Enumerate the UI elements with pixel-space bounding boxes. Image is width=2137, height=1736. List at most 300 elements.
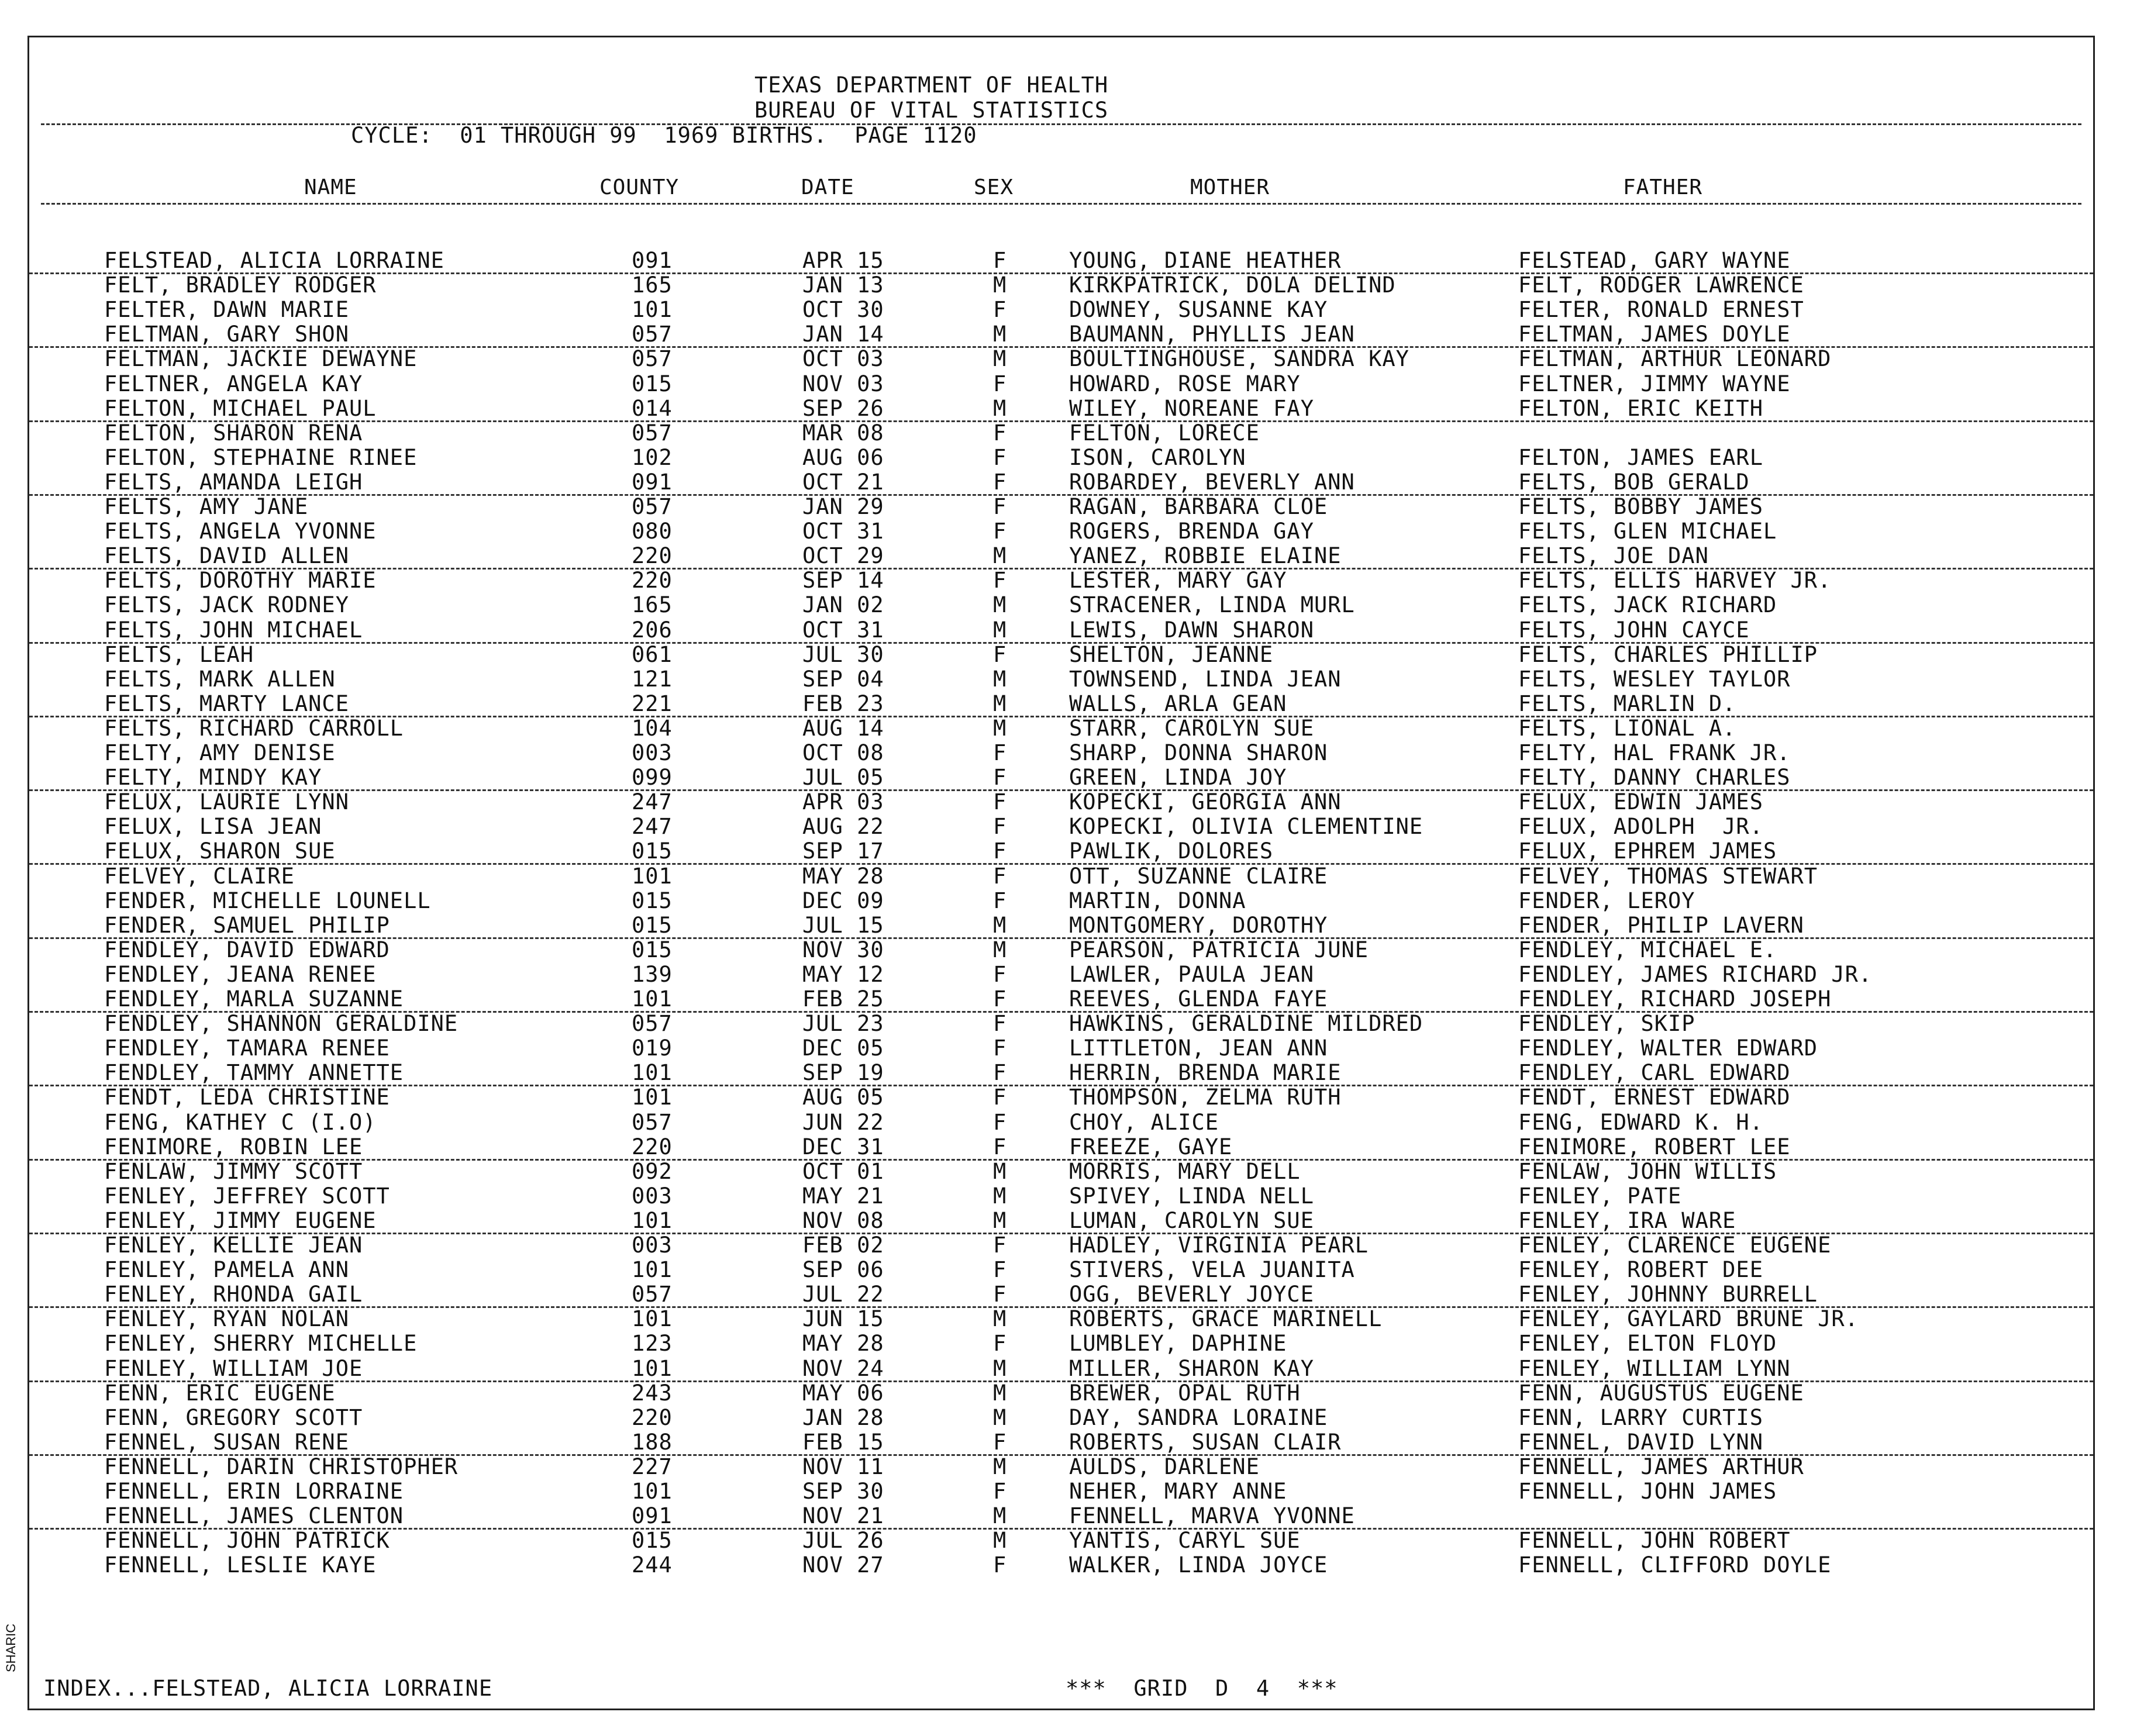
table-row [29,1257,2093,1282]
table-row [29,716,2093,740]
cell-mother: FENNELL, MARVA YVONNE [1069,1503,1355,1529]
table-row [29,1552,2093,1577]
table-row [29,1134,2093,1161]
cell-county: 101 [632,986,673,1012]
cell-father: FELTS, BOBBY JAMES [1518,494,1763,519]
cell-mother: LUMBLEY, DAPHINE [1069,1331,1287,1357]
cell-mother: HAWKINS, GERALDINE MILDRED [1069,1011,1423,1037]
cell-father: FELVEY, THOMAS STEWART [1518,863,1818,889]
cell-mother: DOWNEY, SUSANNE KAY [1069,297,1328,323]
cell-father: FENIMORE, ROBERT LEE [1518,1134,1791,1159]
cell-name: FENDLEY, JEANA RENEE [104,961,377,987]
cell-mother: LUMAN, CAROLYN SUE [1069,1207,1314,1233]
cell-name: FENN, GREGORY SCOTT [104,1404,363,1430]
cell-father: FENLEY, ELTON FLOYD [1518,1331,1777,1357]
cell-county: 014 [632,395,673,421]
cell-name: FENLEY, RHONDA GAIL [104,1282,363,1307]
cell-county: 101 [632,1085,673,1110]
cell-date: MAY 28 [802,1331,884,1357]
cell-county: 247 [632,814,673,840]
cell-date: APR 03 [802,789,884,815]
cell-county: 101 [632,1306,673,1332]
cell-father: FENDLEY, RICHARD JOSEPH [1518,986,1832,1012]
cell-county: 019 [632,1036,673,1061]
cell-name: FELTY, AMY DENISE [104,740,336,765]
cell-sex: F [993,838,1007,864]
cell-county: 091 [632,1503,673,1529]
cell-father: FENN, AUGUSTUS EUGENE [1518,1380,1804,1406]
table-row [29,445,2093,470]
cell-mother: HOWARD, ROSE MARY [1069,371,1301,396]
cell-sex: F [993,1085,1007,1110]
grid-label: *** GRID D 4 *** [1066,1676,1338,1701]
cell-sex: F [993,469,1007,495]
cell-date: SEP 26 [802,395,884,421]
cell-county: 091 [632,469,673,495]
cell-date: FEB 15 [802,1429,884,1455]
table-row [29,592,2093,617]
table-row [29,765,2093,791]
cell-county: 057 [632,322,673,347]
table-row [29,1110,2093,1134]
cell-county: 080 [632,519,673,544]
cell-mother: MARTIN, DONNA [1069,888,1246,913]
printout-frame [27,36,2095,1710]
table-row [29,937,2093,962]
cell-father: FENLEY, GAYLARD BRUNE JR. [1518,1306,1859,1332]
table-row [29,1528,2093,1552]
cell-sex: M [993,715,1007,741]
cell-date: NOV 11 [802,1454,884,1479]
cell-county: 101 [632,1060,673,1086]
table-row [29,617,2093,644]
cell-father: FELSTEAD, GARY WAYNE [1518,248,1791,273]
cell-sex: M [993,1380,1007,1406]
table-row [29,1183,2093,1208]
cell-father: FENLAW, JOHN WILLIS [1518,1158,1777,1184]
cell-county: 104 [632,715,673,741]
cell-name: FELTS, MARK ALLEN [104,666,336,692]
cell-name: FENNELL, LESLIE KAYE [104,1552,377,1578]
table-row [29,1060,2093,1086]
table-row [29,1356,2093,1382]
cell-sex: M [993,1183,1007,1209]
cell-mother: FELTON, LORECE [1069,420,1260,446]
table-row [29,1503,2093,1530]
cell-sex: M [993,272,1007,298]
cell-date: AUG 22 [802,814,884,840]
cell-county: 123 [632,1331,673,1357]
table-row [29,1331,2093,1355]
table-row [29,371,2093,396]
table-row [29,1454,2093,1479]
cell-county: 220 [632,568,673,593]
cell-sex: F [993,297,1007,323]
cell-county: 015 [632,1528,673,1554]
cell-father: FENNELL, JOHN JAMES [1518,1479,1777,1504]
cell-date: JUL 15 [802,912,884,938]
cell-date: SEP 30 [802,1479,884,1504]
cell-sex: M [993,1355,1007,1381]
cell-mother: ROBERTS, SUSAN CLAIR [1069,1429,1342,1455]
cell-county: 101 [632,863,673,889]
cell-date: JUL 30 [802,641,884,667]
cell-name: FELTS, MARTY LANCE [104,691,349,716]
cell-date: AUG 06 [802,444,884,470]
cell-county: 092 [632,1158,673,1184]
cell-name: FELT, BRADLEY RODGER [104,272,377,298]
cell-date: JAN 13 [802,272,884,298]
cell-father: FELTS, LIONAL A. [1518,715,1736,741]
table-row [29,519,2093,543]
cell-father: FELUX, EPHREM JAMES [1518,838,1777,864]
cell-sex: M [993,1207,1007,1233]
cell-father: FELTS, GLEN MICHAEL [1518,519,1777,544]
cell-mother: BOULTINGHOUSE, SANDRA KAY [1069,346,1409,372]
cell-mother: HERRIN, BRENDA MARIE [1069,1060,1342,1086]
table-row [29,568,2093,592]
cell-mother: KIRKPATRICK, DOLA DELIND [1069,272,1396,298]
bureau-title: BUREAU OF VITAL STATISTICS [754,98,1109,123]
cell-county: 165 [632,272,673,298]
cell-father: FELTON, ERIC KEITH [1518,395,1763,421]
cell-date: OCT 31 [802,617,884,643]
cell-father: FELTS, MARLIN D. [1518,691,1736,716]
cell-sex: F [993,789,1007,815]
cell-father: FELTS, ELLIS HARVEY JR. [1518,568,1832,593]
cell-date: FEB 25 [802,986,884,1012]
cell-father: FELTS, JOHN CAYCE [1518,617,1750,643]
cell-name: FELSTEAD, ALICIA LORRAINE [104,248,444,273]
table-row [29,667,2093,691]
cell-sex: M [993,592,1007,618]
cell-mother: ISON, CAROLYN [1069,444,1246,470]
cell-sex: F [993,1429,1007,1455]
table-row [29,1208,2093,1234]
cell-name: FENG, KATHEY C (I.O) [104,1109,377,1135]
cell-sex: F [993,1552,1007,1578]
cell-mother: WALLS, ARLA GEAN [1069,691,1287,716]
column-header-sex: SEX [974,175,1014,199]
cell-name: FENLEY, JEFFREY SCOTT [104,1183,390,1209]
table-row [29,1380,2093,1405]
cell-county: 015 [632,912,673,938]
cell-sex: F [993,1282,1007,1307]
cell-sex: F [993,248,1007,273]
cell-date: OCT 01 [802,1158,884,1184]
cell-sex: F [993,1257,1007,1283]
cell-mother: LESTER, MARY GAY [1069,568,1287,593]
cell-date: MAY 21 [802,1183,884,1209]
cell-date: MAY 12 [802,961,884,987]
cell-mother: SHELTON, JEANNE [1069,641,1274,667]
table-row [29,642,2093,667]
cell-sex: F [993,1134,1007,1159]
cell-sex: M [993,937,1007,962]
cell-date: NOV 21 [802,1503,884,1529]
cell-sex: F [993,765,1007,791]
cell-sex: M [993,691,1007,716]
cell-name: FELVEY, CLAIRE [104,863,295,889]
table-row [29,888,2093,913]
cell-county: 057 [632,494,673,519]
cell-sex: F [993,1233,1007,1258]
cell-date: JUN 22 [802,1109,884,1135]
table-row [29,1036,2093,1060]
cell-name: FENNELL, DARIN CHRISTOPHER [104,1454,459,1479]
department-title: TEXAS DEPARTMENT OF HEALTH [754,73,1109,98]
cell-sex: F [993,519,1007,544]
cell-name: FELTS, ANGELA YVONNE [104,519,377,544]
cell-mother: MONTGOMERY, DOROTHY [1069,912,1328,938]
cell-sex: F [993,494,1007,519]
cell-county: 015 [632,838,673,864]
cell-county: 102 [632,444,673,470]
cell-father: FENLEY, JOHNNY BURRELL [1518,1282,1818,1307]
cell-county: 206 [632,617,673,643]
cell-mother: STRACENER, LINDA MURL [1069,592,1355,618]
cell-name: FELTS, RICHARD CARROLL [104,715,404,741]
table-row [29,543,2093,570]
cell-county: 220 [632,1404,673,1430]
index-label: INDEX...FELSTEAD, ALICIA LORRAINE [43,1676,493,1701]
column-header-mother: MOTHER [1190,175,1270,199]
cell-father: FELTMAN, ARTHUR LEONARD [1518,346,1832,372]
cell-county: 244 [632,1552,673,1578]
cell-sex: M [993,1528,1007,1554]
cell-mother: KOPECKI, OLIVIA CLEMENTINE [1069,814,1423,840]
cell-name: FELTS, DAVID ALLEN [104,543,349,569]
cell-father: FENDLEY, SKIP [1518,1011,1695,1037]
cell-date: SEP 14 [802,568,884,593]
cell-name: FELTON, STEPHAINE RINEE [104,444,418,470]
cell-father: FELT, RODGER LAWRENCE [1518,272,1804,298]
cell-mother: MORRIS, MARY DELL [1069,1158,1301,1184]
cell-name: FELTON, SHARON RENA [104,420,363,446]
cell-father: FENDER, LEROY [1518,888,1695,913]
cell-date: OCT 03 [802,346,884,372]
cell-date: DEC 09 [802,888,884,913]
cell-mother: GREEN, LINDA JOY [1069,765,1287,791]
cell-name: FELTS, JOHN MICHAEL [104,617,363,643]
cell-name: FENDLEY, TAMMY ANNETTE [104,1060,404,1086]
cell-county: 061 [632,641,673,667]
cell-county: 057 [632,1282,673,1307]
cell-mother: OGG, BEVERLY JOYCE [1069,1282,1314,1307]
cell-date: OCT 31 [802,519,884,544]
cell-mother: REEVES, GLENDA FAYE [1069,986,1328,1012]
cell-mother: STIVERS, VELA JUANITA [1069,1257,1355,1283]
cell-county: 091 [632,248,673,273]
cell-date: SEP 17 [802,838,884,864]
cell-name: FENDLEY, DAVID EDWARD [104,937,390,962]
cell-sex: F [993,444,1007,470]
table-row [29,1233,2093,1257]
table-row [29,396,2093,422]
cell-mother: YANEZ, ROBBIE ELAINE [1069,543,1342,569]
cell-sex: F [993,961,1007,987]
cell-mother: MILLER, SHARON KAY [1069,1355,1314,1381]
cell-father: FENLEY, ROBERT DEE [1518,1257,1763,1283]
cell-date: JUL 26 [802,1528,884,1554]
cell-name: FELUX, LISA JEAN [104,814,322,840]
cell-county: 221 [632,691,673,716]
column-header-rule [41,203,2081,205]
cell-name: FENNELL, ERIN LORRAINE [104,1479,404,1504]
cell-county: 220 [632,1134,673,1159]
cell-father: FELTMAN, JAMES DOYLE [1518,322,1791,347]
cell-mother: ROBERTS, GRACE MARINELL [1069,1306,1383,1332]
cell-father: FENLEY, CLARENCE EUGENE [1518,1233,1832,1258]
cell-name: FELTMAN, JACKIE DEWAYNE [104,346,418,372]
cell-mother: WILEY, NOREANE FAY [1069,395,1314,421]
table-row [29,864,2093,888]
cell-mother: STARR, CAROLYN SUE [1069,715,1314,741]
cell-sex: F [993,986,1007,1012]
side-label: SHARIC [4,1623,18,1672]
cell-date: DEC 31 [802,1134,884,1159]
table-row [29,346,2093,371]
cell-father: FENNEL, DAVID LYNN [1518,1429,1763,1455]
cell-father: FELTS, JOE DAN [1518,543,1709,569]
cell-date: AUG 14 [802,715,884,741]
cell-date: NOV 03 [802,371,884,396]
cell-date: JAN 02 [802,592,884,618]
cell-mother: YOUNG, DIANE HEATHER [1069,248,1342,273]
cell-sex: M [993,1454,1007,1479]
cell-mother: LITTLETON, JEAN ANN [1069,1036,1328,1061]
cell-father: FELUX, EDWIN JAMES [1518,789,1763,815]
cell-father: FELUX, ADOLPH JR. [1518,814,1763,840]
cell-sex: M [993,1306,1007,1332]
cell-father: FENDLEY, MICHAEL E. [1518,937,1777,962]
cell-mother: FREEZE, GAYE [1069,1134,1233,1159]
cell-date: NOV 08 [802,1207,884,1233]
cell-county: 188 [632,1429,673,1455]
cell-father: FENNELL, JOHN ROBERT [1518,1528,1791,1554]
cell-father: FENNELL, JAMES ARTHUR [1518,1454,1804,1479]
cell-sex: M [993,1158,1007,1184]
cell-sex: M [993,322,1007,347]
cell-sex: F [993,1060,1007,1086]
cell-father: FENDLEY, JAMES RICHARD JR. [1518,961,1873,987]
cell-sex: F [993,888,1007,913]
cell-date: APR 15 [802,248,884,273]
cell-sex: F [993,1331,1007,1357]
cell-mother: SPIVEY, LINDA NELL [1069,1183,1314,1209]
cell-father: FELTY, HAL FRANK JR. [1518,740,1791,765]
table-row [29,322,2093,348]
table-row [29,962,2093,986]
cell-name: FELUX, SHARON SUE [104,838,336,864]
cell-mother: LAWLER, PAULA JEAN [1069,961,1314,987]
table-row [29,494,2093,519]
cell-date: AUG 05 [802,1085,884,1110]
table-row [29,1405,2093,1430]
cell-father: FENG, EDWARD K. H. [1518,1109,1763,1135]
cell-sex: F [993,1479,1007,1504]
cell-father: FENN, LARRY CURTIS [1518,1404,1763,1430]
cell-name: FENNELL, JAMES CLENTON [104,1503,404,1529]
cell-sex: F [993,641,1007,667]
cell-county: 003 [632,1183,673,1209]
column-header-date: DATE [801,175,854,199]
cell-mother: WALKER, LINDA JOYCE [1069,1552,1328,1578]
cell-father: FELTER, RONALD ERNEST [1518,297,1804,323]
cell-sex: F [993,1036,1007,1061]
cell-name: FELTMAN, GARY SHON [104,322,349,347]
cell-date: MAY 28 [802,863,884,889]
cell-mother: TOWNSEND, LINDA JEAN [1069,666,1342,692]
cell-date: OCT 30 [802,297,884,323]
cell-county: 139 [632,961,673,987]
cell-mother: THOMPSON, ZELMA RUTH [1069,1085,1342,1110]
cell-date: MAR 08 [802,420,884,446]
table-row [29,789,2093,814]
cycle-line: CYCLE: 01 THROUGH 99 1969 BIRTHS. PAGE 1120 [351,123,977,148]
cell-name: FELTY, MINDY KAY [104,765,322,791]
cell-father: FELTNER, JIMMY WAYNE [1518,371,1791,396]
cell-sex: F [993,863,1007,889]
cell-name: FENNELL, JOHN PATRICK [104,1528,390,1554]
cell-county: 227 [632,1454,673,1479]
column-header-county: COUNTY [599,175,680,199]
cell-sex: M [993,346,1007,372]
cell-sex: M [993,1404,1007,1430]
cell-county: 057 [632,420,673,446]
cell-mother: PAWLIK, DOLORES [1069,838,1274,864]
cell-mother: SHARP, DONNA SHARON [1069,740,1328,765]
cell-county: 099 [632,765,673,791]
cell-county: 101 [632,1355,673,1381]
table-row [29,1085,2093,1109]
table-row [29,297,2093,322]
cell-date: OCT 29 [802,543,884,569]
cell-county: 101 [632,1479,673,1504]
cell-name: FENLAW, JIMMY SCOTT [104,1158,363,1184]
cell-father: FELTS, JACK RICHARD [1518,592,1777,618]
cell-sex: M [993,543,1007,569]
cell-sex: F [993,1109,1007,1135]
header-rule [41,123,2081,125]
cell-name: FENNEL, SUSAN RENE [104,1429,349,1455]
cell-date: FEB 02 [802,1233,884,1258]
cell-date: NOV 30 [802,937,884,962]
cell-name: FELTNER, ANGELA KAY [104,371,363,396]
cell-mother: BREWER, OPAL RUTH [1069,1380,1301,1406]
cell-name: FELTS, LEAH [104,641,254,667]
cell-county: 243 [632,1380,673,1406]
cell-date: SEP 04 [802,666,884,692]
cell-sex: M [993,617,1007,643]
cell-mother: PEARSON, PATRICIA JUNE [1069,937,1369,962]
cell-sex: M [993,395,1007,421]
cell-sex: M [993,1503,1007,1529]
cell-mother: AULDS, DARLENE [1069,1454,1260,1479]
cell-date: MAY 06 [802,1380,884,1406]
cell-name: FENLEY, KELLIE JEAN [104,1233,363,1258]
cell-county: 057 [632,346,673,372]
cell-father: FENDT, ERNEST EDWARD [1518,1085,1791,1110]
cell-mother: BAUMANN, PHYLLIS JEAN [1069,322,1355,347]
cell-date: JAN 14 [802,322,884,347]
cell-name: FENDLEY, MARLA SUZANNE [104,986,404,1012]
cell-father: FENDER, PHILIP LAVERN [1518,912,1804,938]
cell-name: FENDLEY, TAMARA RENEE [104,1036,390,1061]
cell-name: FELTER, DAWN MARIE [104,297,349,323]
cell-county: 057 [632,1011,673,1037]
cell-date: DEC 05 [802,1036,884,1061]
